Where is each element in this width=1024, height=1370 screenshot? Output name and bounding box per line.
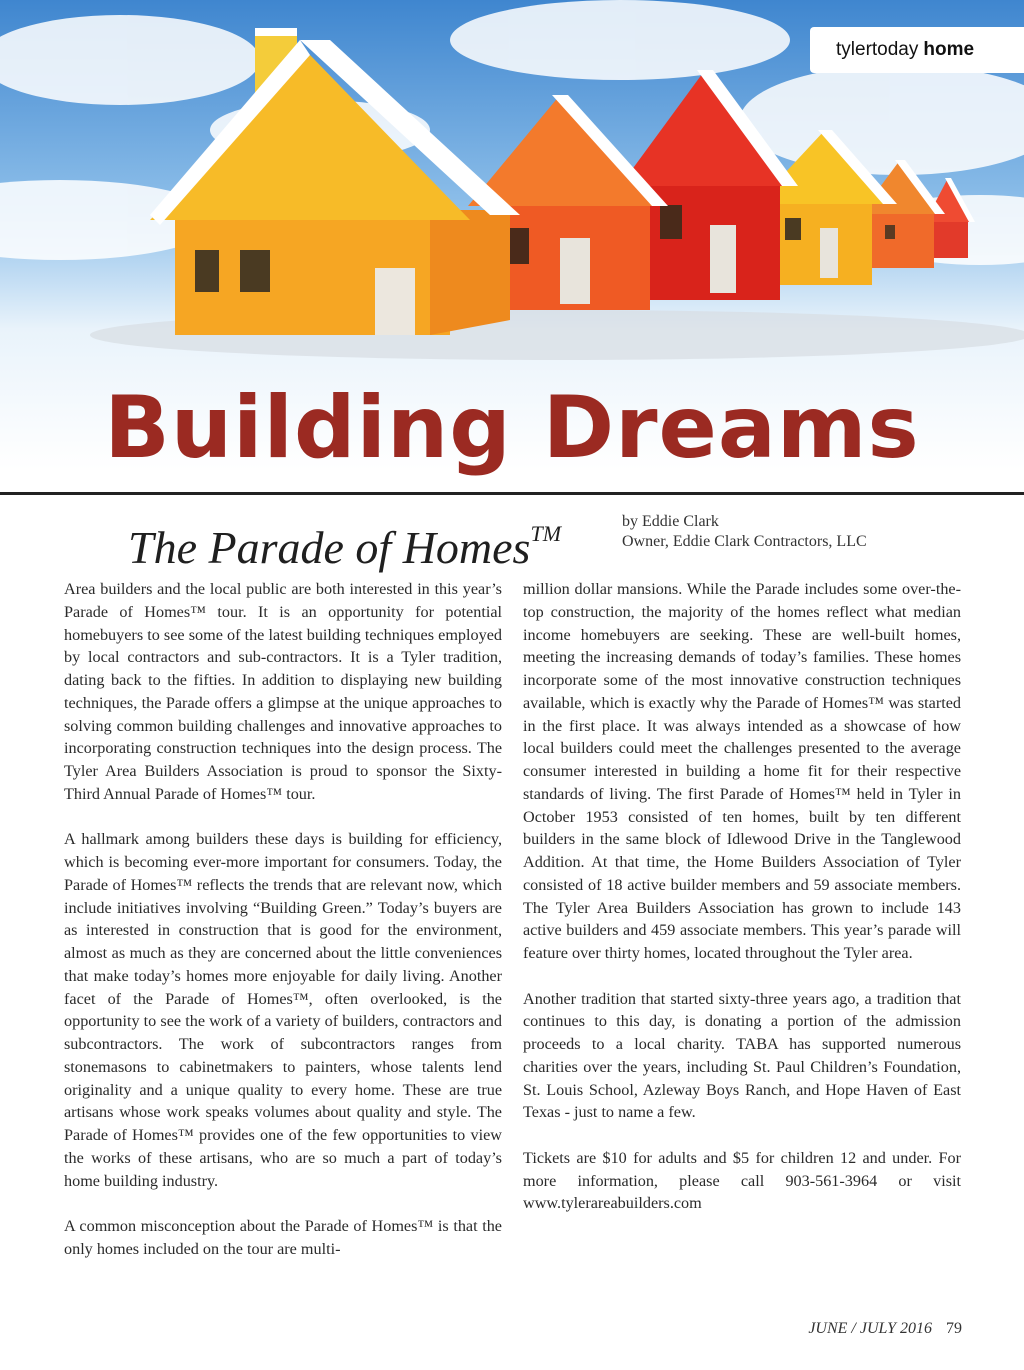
left-column bbox=[64, 578, 502, 1261]
article-title: Building Dreams bbox=[104, 378, 920, 478]
page-number: 79 bbox=[946, 1320, 962, 1337]
subtitle-text: The Parade of Homes bbox=[128, 522, 531, 573]
section-tag bbox=[810, 27, 1024, 73]
section-name: home bbox=[923, 39, 975, 60]
trademark-mark: TM bbox=[530, 521, 562, 546]
paragraph: A hallmark among builders these days is building for efficiency, which is becoming ever-more important for consumers. Today, the Parade of Homes™ reflects the trends that are relevant now, which include initiatives involving “Building Green.” Today’s buyers are as interested in construction that is good for the environment, almost as much as they are concerned about the little conveniences that make today’s homes more enjoyable for daily living. Another facet of the Parade of Homes™, often overlooked, is the opportunity to see the work of a variety of builders, contractors and subcontractors. The work of subcontractors ranges from stonemasons to cabinetmakers to painters, whose talents lend originality and a unique quality to every home. These are true artisans whose work speaks volumes about quality and style. The Parade of Homes™ provides one of the few opportunities to view the works of these artisans, who are so much a part of today’s home building industry. bbox=[64, 830, 502, 1190]
brand-name: tylertoday bbox=[836, 39, 919, 60]
paragraph: million dollar mansions. While the Parade includes some over-the-top construction, the majority of the homes reflect what median income homebuyers are seeking. These are well-built homes, meeting the increasing demands of today’s families. These homes incorporate some of the most innovative construction techniques available, which is exactly why the Parade of Homes™ was started in the first place. It was always intended as a showcase of how local builders could meet the challenges presented to the average consumer interested in building a home fit for their respective standards of living. The first Parade of Homes™ held in Tyler in October 1953 consisted of ten homes, built by ten different builders in the same block of Idlewood Drive in the Tanglewood Addition. At that time, the Home Builders Association of Tyler consisted of 18 active builder members and 59 associate members. The Tyler Area Builders Association has grown to include 143 active builders and 459 associate members. This year’s parade will feature over thirty homes, located throughout the Tyler area. bbox=[523, 580, 961, 962]
paragraph: Area builders and the local public are both interested in this year’s Parade of Homes™ tour. It is an opportunity for potential homebuyers to see some of the latest building techniques employed by local contractors and sub-contractors. It is a Tyler tradition, dating back to the fifties. In addition to displaying new building techniques, the Parade offers a glimpse at the unique approaches to solving common building challenges and innovative approaches to incorporating construction techniques into the design process. The Tyler Area Builders Association is proud to sponsor the Sixty-Third Annual Parade of Homes™ tour. bbox=[64, 580, 502, 803]
title-divider bbox=[0, 492, 1024, 495]
right-column bbox=[523, 578, 961, 1215]
article-subtitle bbox=[128, 506, 561, 576]
author-name: by Eddie Clark bbox=[622, 513, 719, 530]
page-footer bbox=[808, 1320, 962, 1338]
issue-date: JUNE / JULY 2016 bbox=[808, 1320, 932, 1337]
author-title: Owner, Eddie Clark Contractors, LLC bbox=[622, 533, 867, 550]
paragraph: Another tradition that started sixty-three years ago, a tradition that continues to this day, is donating a portion of the admission proceeds to a local charity. TABA has supported numerous charities over the years, including St. Paul Children’s Foundation, St. Louis School, Azleway Boys Ranch, and Hope Haven of East Texas - just to name a few. bbox=[523, 989, 961, 1122]
paragraph: A common misconception about the Parade of Homes™ is that the only homes included on the tour are multi- bbox=[64, 1217, 502, 1258]
byline bbox=[622, 512, 867, 552]
paragraph: Tickets are $10 for adults and $5 for children 12 and under. For more information, please call 903-561-3964 or visit www.tylerareabuilders.com bbox=[523, 1148, 961, 1213]
